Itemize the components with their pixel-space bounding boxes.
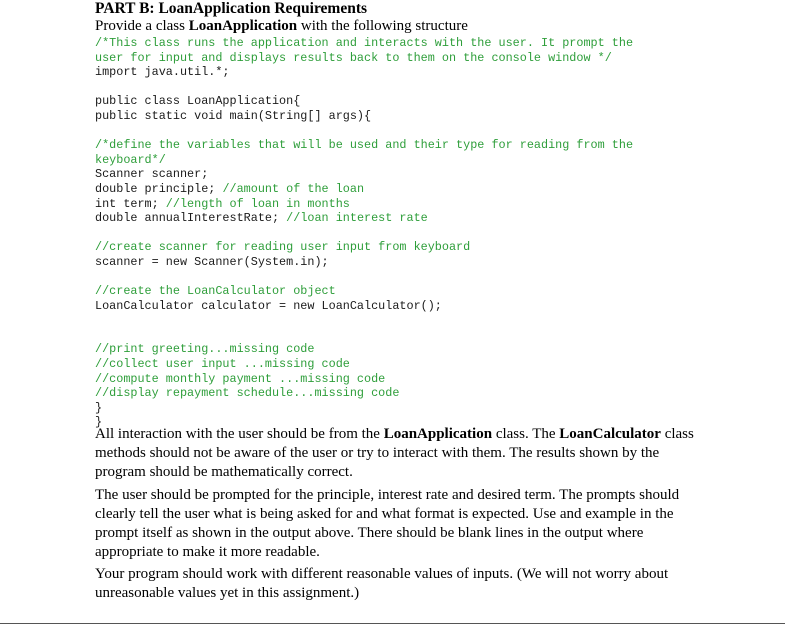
code-line: } <box>95 400 103 415</box>
p1-bold-loanapplication: LoanApplication <box>383 426 493 442</box>
code-line: //create the LoanCalculator object <box>95 284 336 299</box>
p1-text-3: class methods should not be aware of the user or try to interact with them. The results shown by the program should be mathematically correct. <box>95 426 694 480</box>
code-line <box>95 124 775 139</box>
code-line: /*This class runs the application and interacts with the user. It prompt the <box>95 36 634 50</box>
code-line <box>95 313 775 328</box>
p1-text-2: class. The <box>492 426 560 442</box>
code-line: user for input and displays results back to them on the console window */ <box>95 50 612 65</box>
p1-bold-loancalculator: LoanCalculator <box>559 426 661 442</box>
code-listing <box>95 36 775 430</box>
paragraph-interaction <box>95 425 695 482</box>
code-line: Scanner scanner; <box>95 167 209 182</box>
code-line: public static void main(String[] args){ <box>95 108 372 123</box>
code-line <box>95 211 775 226</box>
code-line: /*define the variables that will be used and their type for reading from the <box>95 138 634 153</box>
p1-text-1: All interaction with the user should be from the <box>95 426 384 442</box>
code-line: //compute monthly payment ...missing code <box>95 371 386 386</box>
paragraph-inputs: Your program should work with different reasonable values of inputs. (We will not worry about unreasonable values yet in this assignment.) <box>95 566 669 601</box>
code-line: //display repayment schedule...missing code <box>95 386 400 401</box>
code-line: keyboard*/ <box>95 152 166 167</box>
section-heading: PART B: LoanApplication Requirements <box>95 0 368 17</box>
code-line: LoanCalculator calculator = new LoanCalculator(); <box>95 298 442 313</box>
code-statement: double annualInterestRate; <box>95 211 287 226</box>
intro-suffix: with the following structure <box>297 18 468 34</box>
code-comment: //length of loan in months <box>165 196 350 211</box>
code-line <box>95 328 775 343</box>
code-statement: double principle; <box>95 181 223 196</box>
intro-line <box>95 18 775 35</box>
intro-class-name: LoanApplication <box>188 18 298 34</box>
code-line: //print greeting...missing code <box>95 342 315 357</box>
code-comment: //loan interest rate <box>286 211 428 226</box>
document <box>95 0 775 601</box>
code-line <box>95 226 775 241</box>
code-line: } <box>95 415 103 430</box>
paragraph-prompts: The user should be prompted for the principle, interest rate and desired term. The prompts should clearly tell the user what is being asked for and what format is expected. Use and example in the prompt itself as shown in the output above. There should be blank lines in the output where appropriate to make it more readable. <box>95 487 680 560</box>
code-line: //create scanner for reading user input from keyboard <box>95 240 471 255</box>
code-line: public class LoanApplication{ <box>95 94 301 109</box>
intro-prefix: Provide a class <box>95 18 189 34</box>
code-line <box>95 182 775 197</box>
code-line: import java.util.*; <box>95 65 230 80</box>
code-line <box>95 80 775 95</box>
code-statement: int term; <box>95 196 166 211</box>
code-line: //collect user input ...missing code <box>95 357 350 372</box>
code-line <box>95 270 775 285</box>
code-comment: //amount of the loan <box>222 181 365 196</box>
bottom-divider <box>0 623 785 624</box>
code-line <box>95 197 775 212</box>
code-line: scanner = new Scanner(System.in); <box>95 254 329 269</box>
